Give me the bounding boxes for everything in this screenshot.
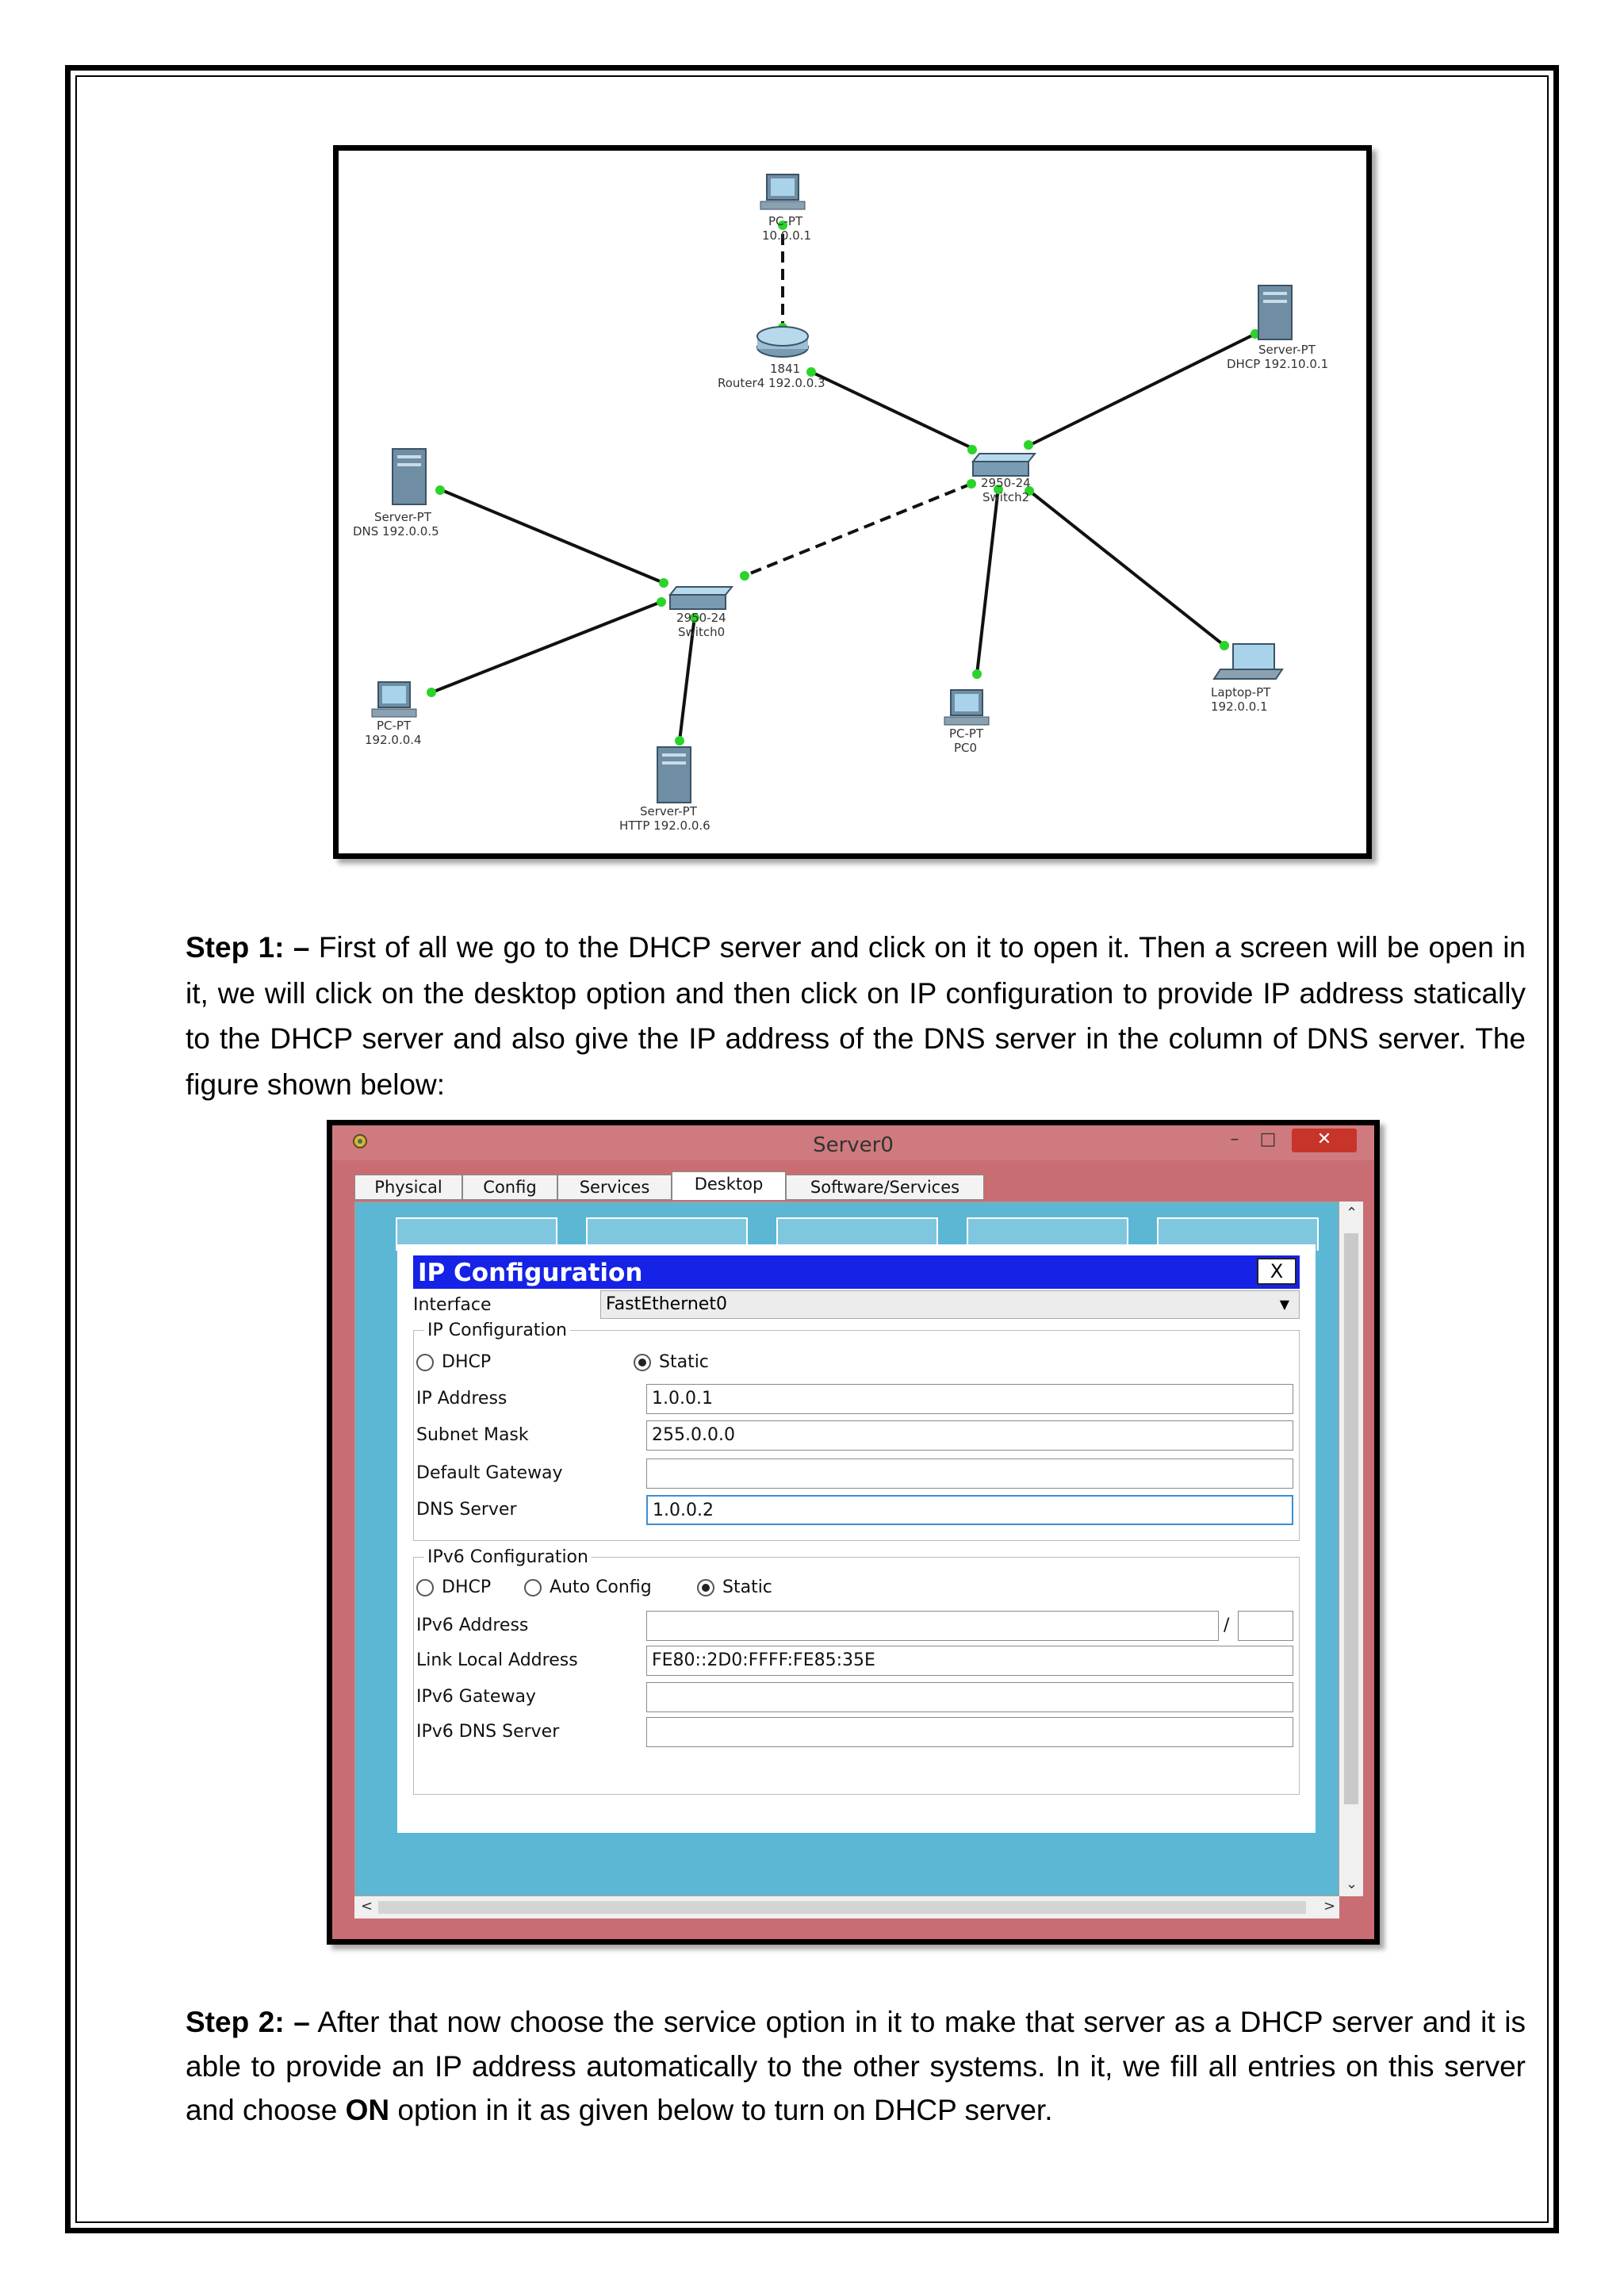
link-switch2-dhcp [1028, 334, 1255, 446]
vertical-scrollbar[interactable] [1339, 1202, 1363, 1896]
ip-config-close-button[interactable]: X [1257, 1258, 1297, 1285]
minimize-button[interactable]: – [1230, 1129, 1239, 1149]
default-gateway-field[interactable] [646, 1458, 1293, 1489]
node-label: Server-PT [1258, 343, 1316, 357]
ipv6-auto-radio[interactable] [524, 1579, 542, 1596]
ip-address-field[interactable]: 1.0.0.1 [646, 1384, 1293, 1414]
network-topology-figure [333, 145, 1372, 859]
horizontal-scrollbar[interactable] [354, 1896, 1339, 1918]
dns-server-label: DNS Server [416, 1500, 517, 1520]
ipv6-gateway-field[interactable] [646, 1682, 1293, 1712]
tab-services[interactable]: Services [557, 1175, 672, 1200]
scroll-down-icon[interactable]: ⌄ [1346, 1876, 1358, 1892]
ipv6-dns-field[interactable] [646, 1717, 1293, 1747]
router-icon [757, 327, 808, 357]
topology-canvas [339, 151, 1366, 853]
node-label: 10.0.0.1 [762, 228, 812, 243]
node-label: Switch2 [982, 490, 1030, 504]
step1-text: First of all we go to the DHCP server and click on it to open it. Then a screen will be open in it, we will click on the desktop option and then click on IP configuration to provide IP address statically to the DHCP server and also give the IP address of the DNS server in the column of DNS server. The figure shown below: [186, 931, 1526, 1101]
ipv6-groupbox [413, 1557, 1300, 1795]
scroll-up-icon[interactable]: ⌃ [1346, 1205, 1358, 1221]
close-button[interactable]: ✕ [1292, 1129, 1357, 1152]
ipv6-gateway-label: IPv6 Gateway [416, 1687, 536, 1707]
server-icon [1258, 286, 1292, 339]
ipv4-dhcp-radio[interactable] [416, 1354, 434, 1371]
scroll-right-icon[interactable]: > [1323, 1898, 1336, 1915]
window-title: Server0 [813, 1133, 894, 1157]
tab-desktop[interactable]: Desktop [672, 1171, 786, 1200]
server0-window [327, 1120, 1380, 1945]
ipv4-dhcp-label: DHCP [442, 1352, 492, 1372]
node-label: 1841 [770, 362, 801, 376]
ipv6-dns-label: IPv6 DNS Server [416, 1722, 560, 1742]
node-label: 2950-24 [676, 611, 726, 625]
pc-icon [944, 690, 989, 725]
ipv6-prefix-separator: / [1224, 1616, 1230, 1635]
maximize-button[interactable]: □ [1259, 1129, 1277, 1149]
server-icon [393, 449, 426, 504]
ipv4-static-label: Static [659, 1352, 709, 1372]
tab-physical[interactable]: Physical [354, 1175, 462, 1200]
switch-icon [670, 587, 732, 609]
ipv6-static-label: Static [722, 1577, 772, 1597]
node-label: Router4 192.0.0.3 [718, 376, 825, 390]
node-label: Server-PT [374, 510, 431, 524]
node-label: 192.0.0.1 [1211, 700, 1268, 714]
node-label: PC-PT [949, 726, 984, 741]
node-label: PC0 [954, 741, 978, 755]
ipv6-auto-label: Auto Config [550, 1577, 652, 1597]
link-switch0-pc [430, 601, 663, 693]
node-label: Switch0 [678, 625, 726, 639]
node-label: Server-PT [640, 804, 697, 818]
interface-select[interactable] [600, 1290, 1300, 1319]
ip-address-label: IP Address [416, 1389, 508, 1409]
pc-icon [760, 174, 805, 209]
switch-icon [973, 454, 1035, 476]
window-titlebar [332, 1125, 1374, 1160]
link-switch2-laptop [1028, 490, 1224, 646]
ipv6-address-field[interactable] [646, 1611, 1219, 1641]
ip-config-title: IP Configuration [418, 1259, 643, 1287]
node-label: PC-PT [377, 719, 412, 733]
step2-paragraph [186, 2000, 1526, 2133]
step1-heading: Step 1: – [186, 931, 310, 964]
ip-configuration-dialog [397, 1244, 1316, 1833]
server-icon [657, 747, 691, 803]
node-label: Laptop-PT [1211, 685, 1271, 700]
link-dns-switch0 [442, 490, 664, 583]
node-label: DNS 192.0.0.5 [353, 524, 439, 539]
ipv6-address-label: IPv6 Address [416, 1616, 529, 1635]
step2-heading: Step 2: – [186, 2006, 310, 2038]
pc-icon [372, 682, 416, 717]
ipv6-static-radio[interactable] [697, 1579, 714, 1596]
node-label: HTTP 192.0.0.6 [619, 818, 710, 833]
ipv6-dhcp-radio[interactable] [416, 1579, 434, 1596]
link-local-field[interactable]: FE80::2D0:FFFF:FE85:35E [646, 1646, 1293, 1676]
link-switch2-pc0 [977, 488, 998, 674]
ip-config-titlebar [413, 1255, 1300, 1289]
scroll-left-icon[interactable]: < [361, 1898, 373, 1915]
chevron-down-icon: ▼ [1279, 1297, 1289, 1312]
ipv6-prefix-field[interactable] [1238, 1611, 1293, 1641]
subnet-mask-field[interactable]: 255.0.0.0 [646, 1420, 1293, 1451]
ipv4-group-title: IP Configuration [424, 1320, 570, 1340]
default-gateway-label: Default Gateway [416, 1463, 563, 1483]
link-local-label: Link Local Address [416, 1650, 578, 1670]
interface-value: FastEthernet0 [606, 1294, 727, 1314]
step1-paragraph [186, 925, 1526, 1107]
scroll-thumb[interactable] [378, 1901, 1306, 1914]
ipv6-dhcp-label: DHCP [442, 1577, 492, 1597]
tab-config[interactable]: Config [462, 1175, 557, 1200]
tab-software-services[interactable]: Software/Services [786, 1175, 984, 1200]
node-label: DHCP 192.10.0.1 [1227, 357, 1329, 371]
ipv6-group-title: IPv6 Configuration [424, 1547, 592, 1567]
dns-server-field[interactable]: 1.0.0.2 [646, 1495, 1293, 1525]
ipv4-static-radio[interactable] [634, 1354, 651, 1371]
interface-label: Interface [413, 1295, 492, 1315]
node-label: PC-PT [768, 214, 803, 228]
step2-text-b: option in it as given below to turn on DHCP server. [389, 2094, 1053, 2126]
node-label: 2950-24 [981, 476, 1031, 490]
link-switch2-switch0 [746, 484, 971, 575]
node-label: 192.0.0.4 [365, 733, 422, 747]
link-router-switch2 [810, 371, 974, 449]
subnet-mask-label: Subnet Mask [416, 1425, 529, 1445]
step2-text-a: After that now choose the service option in it to make that server as a DHCP server and it is able to provide an IP address automatically to the other systems. In it, we fill all entries on this server and choose [186, 2006, 1526, 2126]
step2-on-word: ON [345, 2094, 390, 2126]
scroll-thumb[interactable] [1344, 1233, 1358, 1804]
